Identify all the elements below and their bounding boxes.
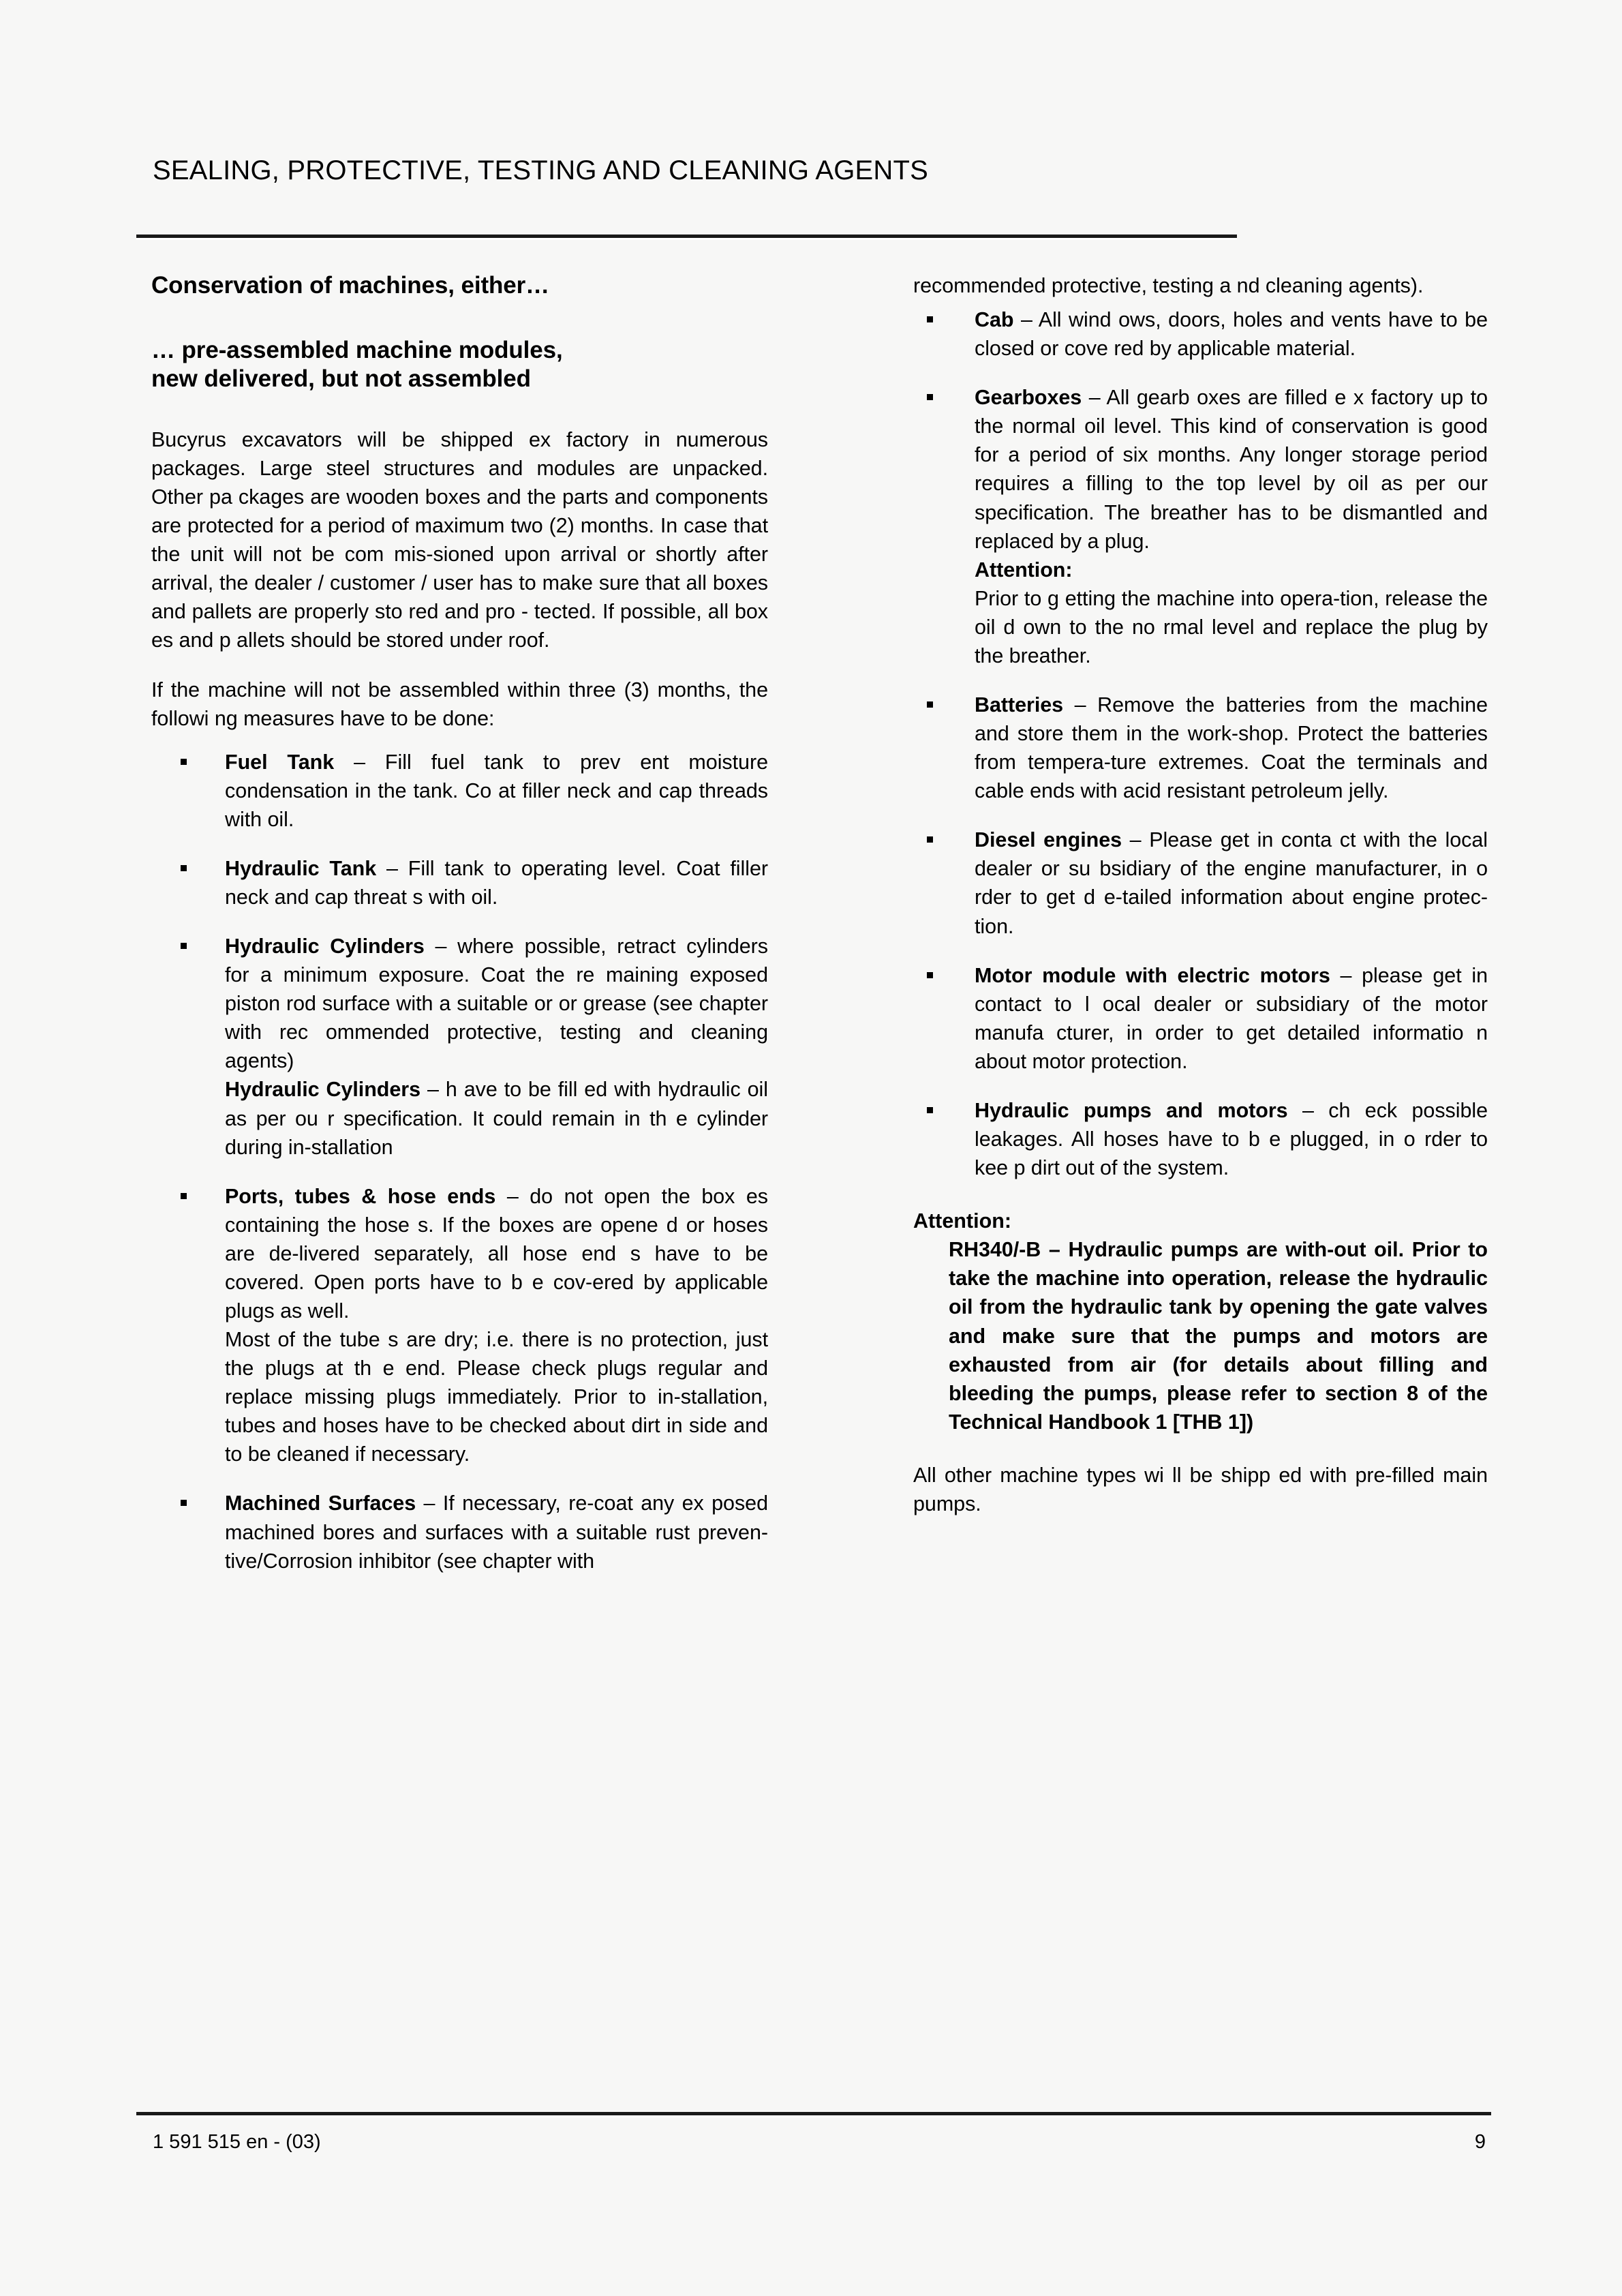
section-heading-conservation: Conservation of machines, either… [151,272,550,299]
bullet-icon [181,943,187,949]
paragraph-three-months-intro: If the machine will not be assembled within three (3) months, the followi ng measures have to be done: [151,678,768,730]
attention-bold-block: RH340/-B – Hydraulic pumps are with-out oil. Prior to take the machine into operation, release the hydraulic oil from the hydraulic tank by opening the gate valves and make sure that the pumps and motors are exhausted from air (for details about filling and bleeding the pumps, please refer to section 8 of the Technical Handbook 1 [THB 1]) [949,1238,1488,1434]
list-item-subsection [225,1075,768,1161]
paragraph-closing: All other machine types wi ll be shipp ed with pre-filled main pumps. [913,1463,1488,1515]
bullet-icon [927,1107,933,1113]
list-item-sub-text: – h ave to be fill ed with hydraulic oil as per ou r specification. It could remain in th e cylinder during in-stallation [225,1078,768,1159]
list-item-text: – do not open the box es containing the hose s. If the boxes are opene d or hoses are de-livered separately, all hose end s have to be covered. Open ports have to b e cov-ered by applicable plugs as well. [225,1184,769,1323]
footer-document-code: 1 591 515 en - (03) [153,2131,321,2153]
header-divider [136,235,1237,238]
list-item-term: Diesel engines [975,828,1122,852]
list-item-hydraulic-cylinders [151,932,768,1162]
bullet-icon [927,701,933,708]
bullet-icon [927,394,933,400]
attention-label-gearboxes: Attention: [975,558,1073,581]
list-item-gearboxes [913,383,1488,670]
section-heading-pre-assembled [151,336,768,393]
list-item-diesel-engines [913,826,1488,940]
left-column [151,271,768,1575]
list-item-term: Gearboxes [975,386,1082,410]
attention-heading: Attention: [913,1209,1011,1233]
list-item-text: – where possible, retract cylinders for a minimum exposure. Coat the re maining exposed piston rod surface with a suitable or or grease (see chapter with rec ommended protective, testing and cleaning agents) [225,935,768,1073]
left-bullet-list [151,748,768,1575]
list-item-text: – If necessary, re-coat any ex posed machined bores and surfaces with a suitable rust preven-tive/Corrosion inhibitor (see chapter with [225,1492,768,1573]
page-header-title: SEALING, PROTECTIVE, TESTING AND CLEANING AGENTS [153,155,928,185]
list-item-sub-text-2: Most of the tube s are dry; i.e. there is no protection, just the plugs at th e end. Please check plugs regular and replace missing plugs immediately. Prior to in-stallation, tubes and hoses have to be checked about dirt in side and to be cleaned if necessary. [225,1328,768,1466]
list-item-text: – All wind ows, doors, holes and vents have to be closed or cove red by applicable material. [975,308,1488,361]
bullet-icon [181,1193,187,1199]
bullet-icon [181,759,187,765]
list-item-machined-surfaces [151,1489,768,1575]
list-item-text: – Fill tank to operating level. Coat filler neck and cap threat s with oil. [225,856,768,909]
bullet-icon [181,1500,187,1506]
bullet-icon [181,865,187,871]
list-item-hydraulic-tank [151,854,768,911]
list-item-text: – Fill fuel tank to prev ent moisture condensation in the tank. Co at filler neck and cap threads with oil. [225,750,768,831]
list-item-term: Hydraulic Tank [225,856,377,880]
paragraph-shipping-packaging: Bucyrus excavators will be shipped ex factory in numerous packages. Large steel structures and modules are unpacked. Other pa ckages are wooden boxes and the parts and components are protected for a period of maximum two (2) months. In case that the unit will not be com mis-sioned upon arrival or shortly after arrival, the dealer / customer / user has to make sure that all boxes and pallets are properly sto red and pro - tected. If possible, all box es and p allets should be stored under roof. [151,427,768,652]
right-column [913,271,1488,1518]
list-item-text: – All gearb oxes are filled e x factory up to the normal oil level. This kind of conservation is good for a period of six months. Any longer storage period requires a filling to the top level by oil as per our specification. The breather has to be dismantled and replaced by a plug. [975,386,1488,553]
heading-line-2: new delivered, but not assembled [151,365,531,392]
footer-page-number: 9 [1474,2131,1486,2153]
attention-text-gearboxes: Prior to g etting the machine into opera-tion, release the oil d own to the no rmal level and replace the plug by the breather. [975,586,1488,667]
list-item-sub-term: Hydraulic Cylinders [225,1078,421,1102]
list-item-term: Fuel Tank [225,750,335,774]
list-item-term: Ports, tubes & hose ends [225,1184,496,1208]
list-item-text: – ch eck possible leakages. All hoses have to b e plugged, in o rder to kee p dirt out of the system. [975,1098,1488,1180]
bullet-icon [927,836,933,843]
bullet-icon [927,972,933,978]
heading-line-1: … pre-assembled machine modules, [151,337,563,364]
list-item-ports-tubes-hose-ends [151,1182,768,1469]
list-item-cab [913,305,1488,363]
list-item-term: Motor module with electric motors [975,963,1330,987]
right-bullet-list [913,305,1488,1182]
list-item-term: Machined Surfaces [225,1492,416,1515]
list-item-batteries [913,691,1488,805]
list-item-motor-module [913,961,1488,1076]
list-item-text: – Remove the batteries from the machine and store them in the work-shop. Protect the batteries from tempera-ture extremes. Coat the terminals and cable ends with acid resistant petroleum jelly. [975,693,1488,803]
footer-divider [136,2112,1491,2115]
list-item-text: – please get in contact to l ocal dealer or subsidiary of the motor manufa cturer, in order to get detailed informatio n about motor protection. [975,963,1488,1073]
list-item-term: Cab [975,308,1014,332]
bullet-icon [927,316,933,322]
list-item-term: Hydraulic Cylinders [225,935,425,958]
list-item-hydraulic-pumps-motors [913,1096,1488,1182]
list-item-term: Hydraulic pumps and motors [975,1098,1288,1122]
list-item-fuel-tank [151,748,768,834]
list-item-text: – Please get in conta ct with the local dealer or su bsidiary of the engine manufacturer, in o rder to get d e-tailed information about engine protec-tion. [975,828,1488,938]
list-item-term: Batteries [975,693,1064,717]
paragraph-continuation: recommended protective, testing a nd cleaning agents). [913,274,1424,297]
